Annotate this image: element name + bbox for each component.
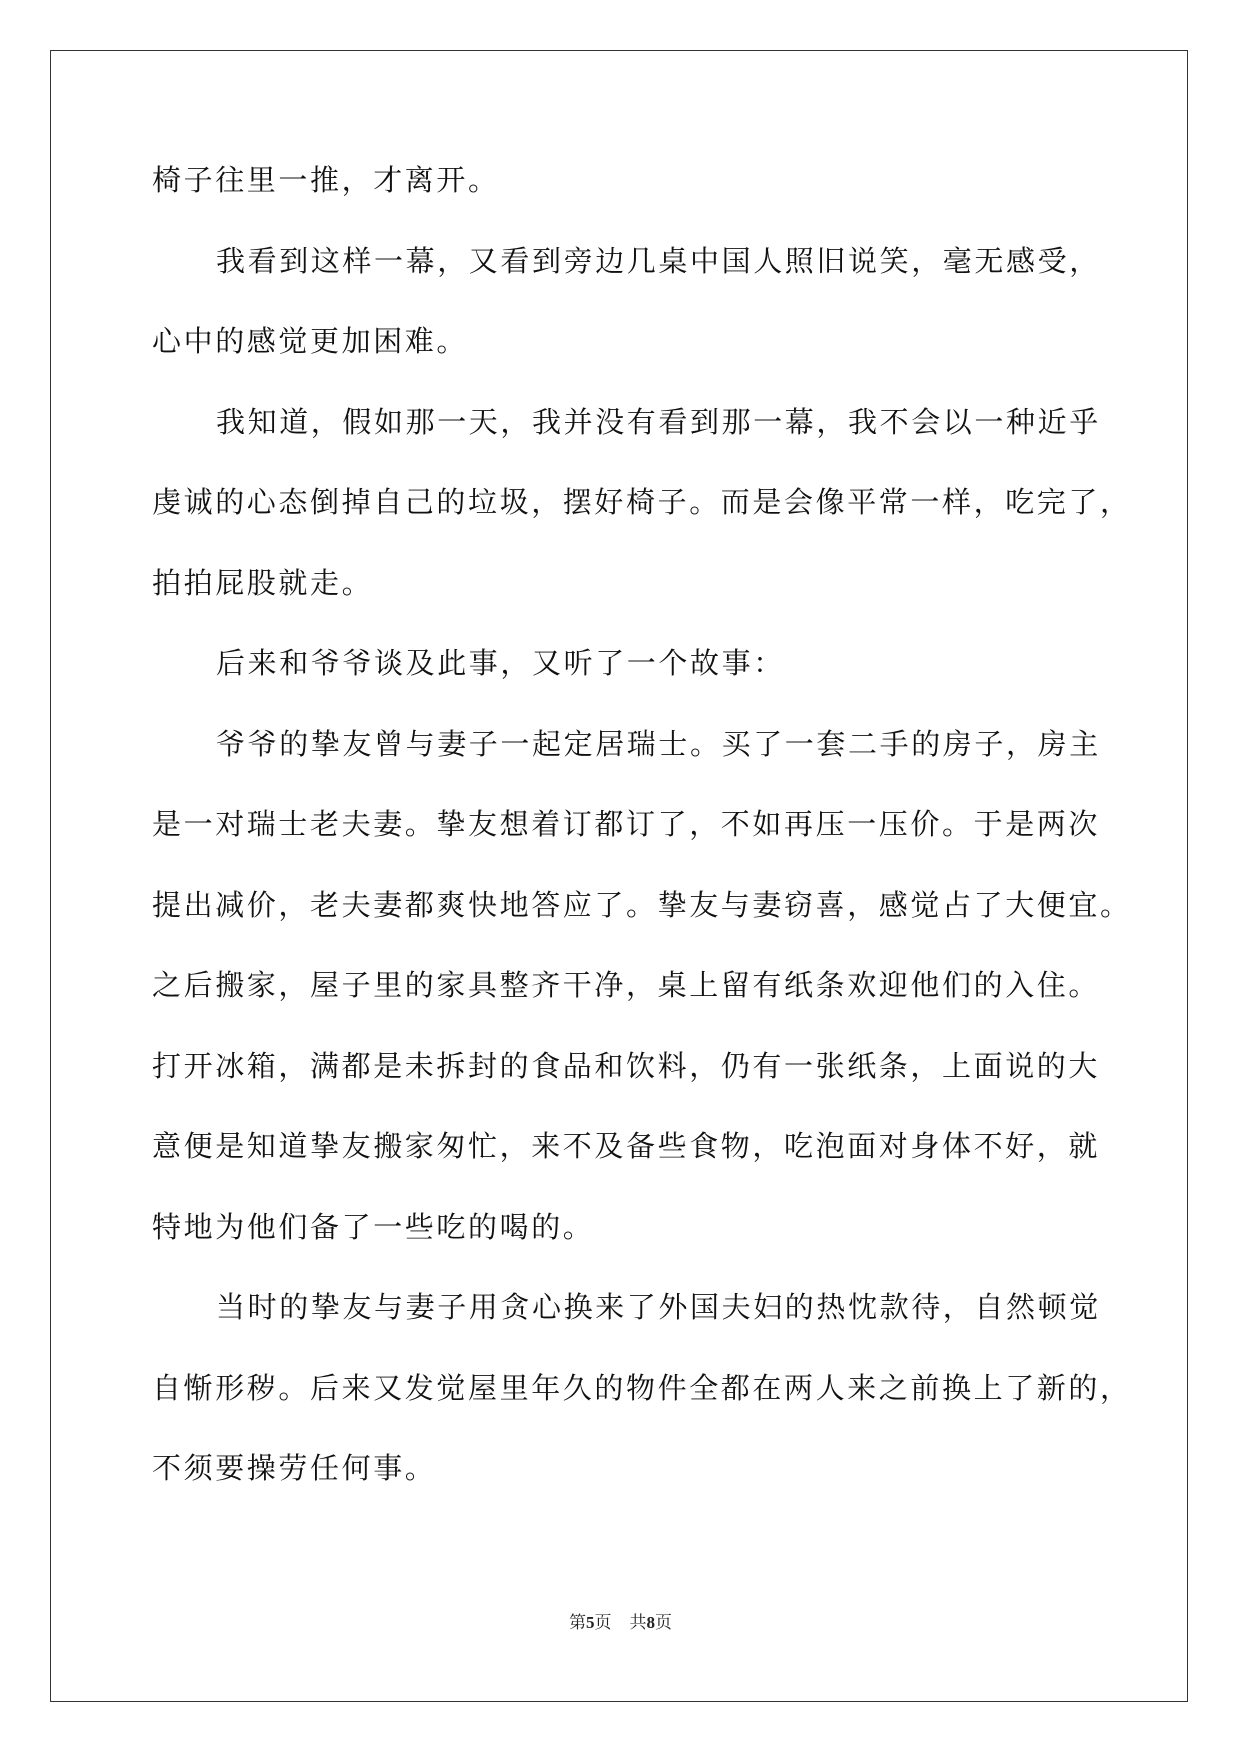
text-line: 自惭形秽。后来又发觉屋里年久的物件全都在两人来之前换上了新的，	[152, 1370, 1132, 1405]
text-line: 提出减价，老夫妻都爽快地答应了。挚友与妻窃喜，感觉占了大便宜。	[152, 887, 1132, 922]
paragraph-start-line: 当时的挚友与妻子用贪心换来了外国夫妇的热忱款待，自然顿觉	[216, 1290, 1101, 1324]
paragraph-start-line: 我看到这样一幕，又看到旁边几桌中国人照旧说笑，毫无感受，	[216, 243, 1101, 278]
text-line: 心中的感觉更加困难。	[152, 324, 469, 358]
text-line: 拍拍屁股就走。	[152, 565, 374, 600]
footer-page-unit: 页	[594, 1613, 612, 1633]
current-page-number: 5	[586, 1613, 595, 1632]
text-line: 打开冰箱，满都是未拆封的食品和饮料，仍有一张纸条，上面说的大	[152, 1048, 1101, 1083]
text-line: 不须要操劳任何事。	[152, 1451, 437, 1485]
footer-prefix: 第	[569, 1613, 586, 1633]
text-line: 意便是知道挚友搬家匆忙，来不及备些食物，吃泡面对身体不好，就	[152, 1129, 1101, 1163]
document-body	[152, 162, 1132, 1531]
paragraph-start-line: 爷爷的挚友曾与妻子一起定居瑞士。买了一套二手的房子，房主	[216, 726, 1101, 761]
footer-total-unit: 页	[655, 1613, 672, 1633]
page-footer	[0, 1608, 1241, 1633]
text-line: 虔诚的心态倒掉自己的垃圾，摆好椅子。而是会像平常一样，吃完了，	[152, 485, 1132, 519]
text-line: 椅子往里一推，才离开。	[152, 163, 500, 197]
paragraph-start-line: 我知道，假如那一天，我并没有看到那一幕，我不会以一种近乎	[216, 404, 1101, 439]
text-line: 之后搬家，屋子里的家具整齐干净，桌上留有纸条欢迎他们的入住。	[152, 968, 1101, 1002]
text-line: 是一对瑞士老夫妻。挚友想着订都订了，不如再压一压价。于是两次	[152, 807, 1101, 841]
total-page-count: 8	[646, 1613, 655, 1632]
text-line: 特地为他们备了一些吃的喝的。	[152, 1209, 595, 1244]
paragraph-start-line: 后来和爷爷谈及此事，又听了一个故事：	[216, 646, 785, 680]
footer-total-prefix: 共	[629, 1613, 647, 1633]
